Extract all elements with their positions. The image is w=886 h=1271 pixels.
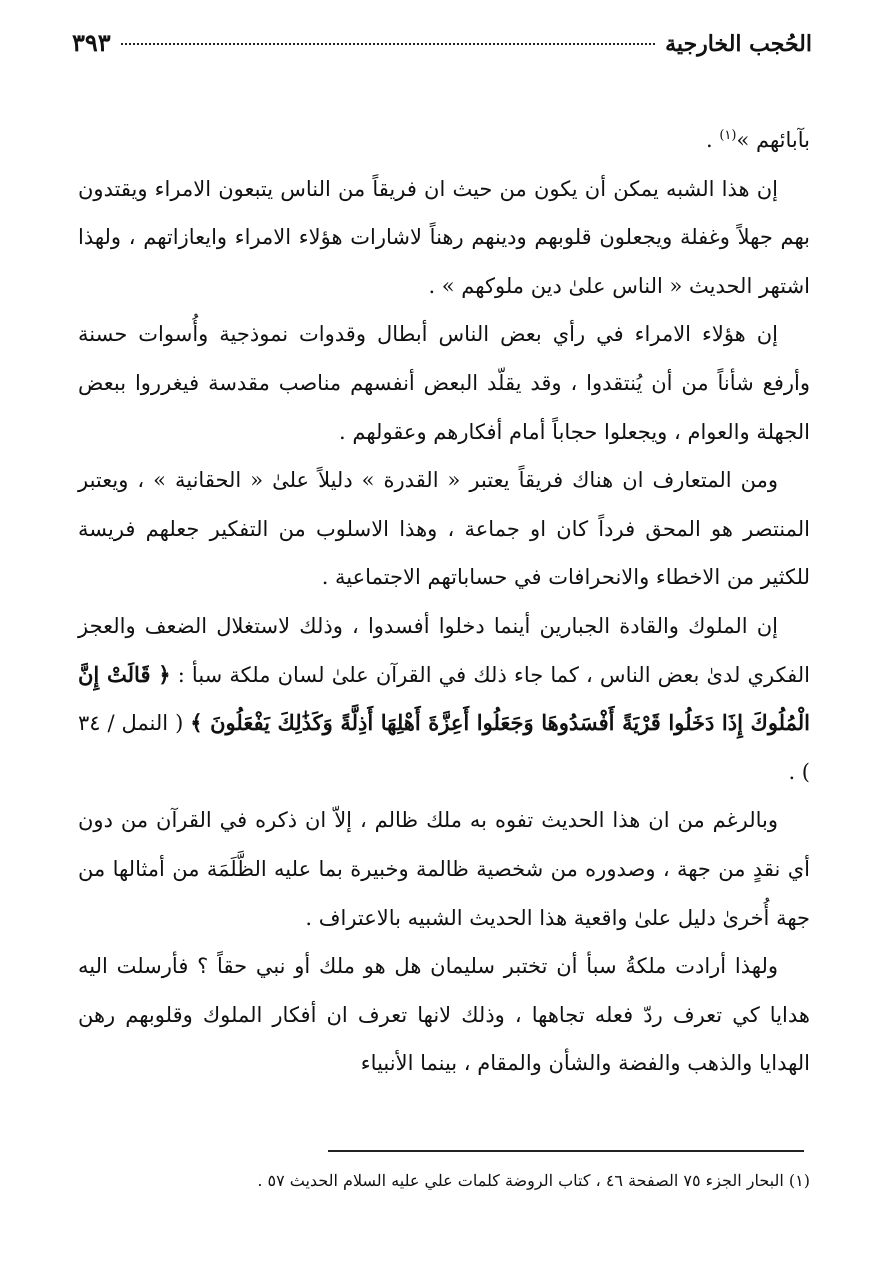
paragraph-tail: . xyxy=(705,128,720,152)
dotted-leader xyxy=(121,43,655,45)
footnote-marker: (١) xyxy=(719,128,737,143)
paragraph: وبالرغم من ان هذا الحديث تفوه به ملك ظالم ، إلاّ ان ذكره في القرآن من دون أي نقدٍ من جهة ، وصدوره من شخصية ظالمة وخبيرة بما عليه الظَّلَمَة من أمثالها من جهة أُخرىٰ دليل علىٰ واقعية هذا الحديث الشبيه بالاعتراف . xyxy=(78,808,810,930)
paragraph-text: بآبائهم » xyxy=(736,128,810,152)
page-number: ٣٩٣ xyxy=(72,28,111,57)
running-title: الحُجب الخارجية xyxy=(665,31,812,57)
paragraph: إن هؤلاء الامراء في رأي بعض الناس أبطال وقدوات نموذجية وأُسوات حسنة وأرفع شأناً من أن يُنتقدوا ، وقد يقلّد البعض أنفسهم مناصب مقدسة فيغرروا ببعض الجهلة والعوام ، ويجعلوا حجاباً أمام أفكارهم وعقولهم . xyxy=(78,322,810,444)
paragraph: ومن المتعارف ان هناك فريقاً يعتبر « القدرة » دليلاً علىٰ « الحقانية » ، ويعتبر المنتصر هو المحق فرداً كان او جماعة ، وهذا الاسلوب من التفكير جعلهم فريسة للكثير من الاخطاء والانحرافات في حساباتهم الاجتماعية . xyxy=(78,468,810,590)
paragraph: ولهذا أرادت ملكةُ سبأ أن تختبر سليمان هل هو ملك أو نبي حقاً ؟ فأرسلت اليه هدايا كي تعرف ردّ فعله تجاهها ، وذلك لانها تعرف ان أفكار الملوك وقلوبهم رهن الهدايا والذهب والفضة والشأن والمقام ، بينما الأنبياء xyxy=(78,954,810,1076)
footnote-separator xyxy=(328,1150,804,1152)
footnote: (١) البحار الجزء ٧٥ الصفحة ٤٦ ، كتاب الروضة كلمات علي عليه السلام الحديث ٥٧ . xyxy=(257,1171,810,1190)
quran-verse: ﴿ قَالَتْ إِنَّ الْمُلُوكَ إِذَا دَخَلُوا قَرْيَةً أَفْسَدُوهَا وَجَعَلُوا أَعِزَّةَ أَهْلِهَا أَذِلَّةً وَكَذَٰلِكَ يَفْعَلُونَ ﴾ xyxy=(78,661,811,736)
running-header xyxy=(72,28,812,68)
paragraph-with-quran-verse xyxy=(78,602,810,796)
verse-reference: ( النمل / ٣٤ ) . xyxy=(78,711,810,784)
body-text xyxy=(78,116,810,1088)
paragraph: إن هذا الشبه يمكن أن يكون من حيث ان فريقاً من الناس يتبعون الامراء ويقتدون بهم جهلاً وغفلة ويجعلون قلوبهم ودينهم رهناً لاشارات هؤلاء الامراء وايعازاتهم ، ولهذا اشتهر الحديث « الناس علىٰ دين ملوكهم » . xyxy=(78,176,810,298)
paragraph-continuation xyxy=(78,116,810,165)
paragraph-text: إن الملوك والقادة الجبارين أينما دخلوا أفسدوا ، وذلك لاستغلال الضعف والعجز الفكري لدىٰ بعض الناس ، كما جاء ذلك في القرآن علىٰ لسان ملكة سبأ : xyxy=(78,613,810,687)
